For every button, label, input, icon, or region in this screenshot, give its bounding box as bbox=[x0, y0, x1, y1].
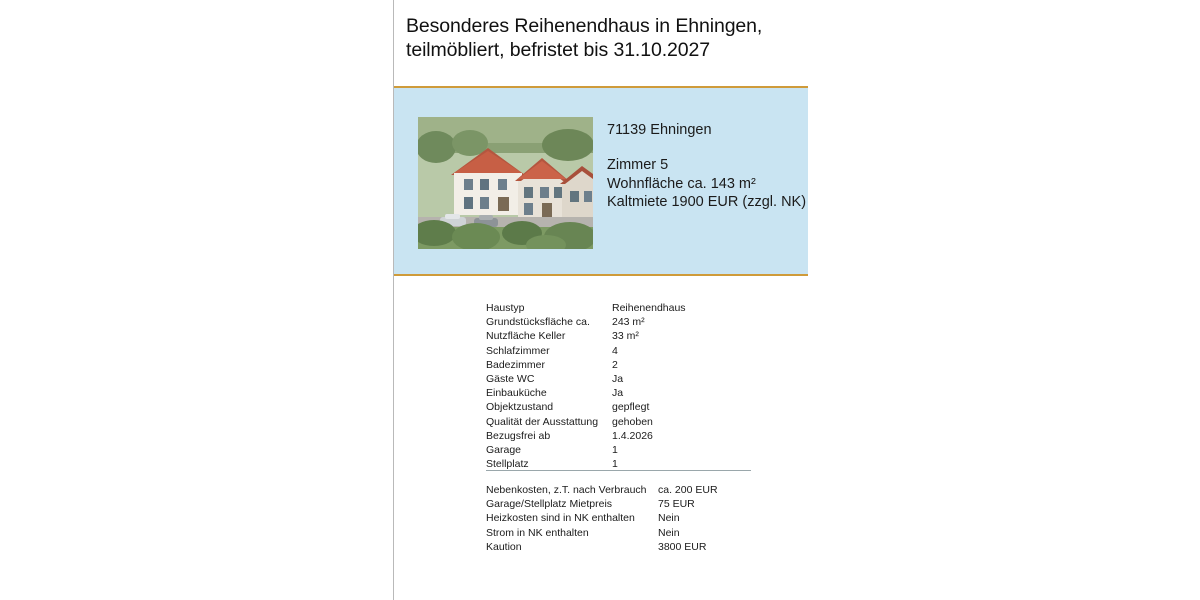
fact-key: Nutzfläche Keller bbox=[486, 330, 566, 343]
cost-key: Kaution bbox=[486, 540, 522, 553]
cost-value: ca. 200 EUR bbox=[658, 484, 718, 496]
cost-key: Garage/Stellplatz Mietpreis bbox=[486, 498, 613, 511]
cost-key: Strom in NK enthalten bbox=[486, 526, 589, 539]
house-photo-illustration bbox=[418, 117, 593, 249]
cost-key: Nebenkosten, z.T. nach Verbrauch bbox=[486, 484, 647, 496]
fact-key: Gäste WC bbox=[486, 373, 535, 386]
property-key-figures bbox=[607, 156, 807, 212]
fact-value: 1.4.2026 bbox=[612, 429, 653, 442]
cost-key: Heizkosten sind in NK enthalten bbox=[486, 512, 635, 525]
table-row bbox=[486, 373, 762, 387]
table-row bbox=[486, 512, 718, 526]
fact-key: Stellplatz bbox=[486, 458, 529, 471]
table-row bbox=[486, 387, 762, 401]
table-row bbox=[486, 330, 762, 344]
cost-facts-table bbox=[486, 484, 776, 555]
fact-key: Badezimmer bbox=[486, 358, 545, 371]
cost-value: 75 EUR bbox=[658, 498, 695, 511]
table-row bbox=[486, 302, 762, 316]
table-row bbox=[486, 527, 718, 541]
house-photo bbox=[418, 117, 593, 249]
fact-key: Haustyp bbox=[486, 302, 525, 314]
rent-line: Kaltmiete 1900 EUR (zzgl. NK) bbox=[607, 194, 807, 210]
table-row bbox=[486, 430, 762, 444]
cost-value: 3800 EUR bbox=[658, 540, 707, 553]
fact-value: 1 bbox=[612, 458, 618, 471]
highlight-band bbox=[394, 86, 808, 276]
document-content bbox=[394, 0, 1200, 600]
fact-key: Bezugsfrei ab bbox=[486, 429, 551, 442]
fact-key: Qualität der Ausstattung bbox=[486, 415, 599, 428]
fact-value: 1 bbox=[612, 444, 618, 457]
fact-value: gehoben bbox=[612, 415, 653, 428]
fact-value: 33 m² bbox=[612, 330, 639, 343]
rooms-line: Zimmer 5 bbox=[607, 157, 669, 173]
table-row bbox=[486, 401, 762, 415]
fact-key: Grundstücksfläche ca. bbox=[486, 316, 590, 329]
fact-value: Reihenendhaus bbox=[612, 302, 686, 314]
property-facts-table bbox=[486, 302, 766, 472]
fact-value: 2 bbox=[612, 358, 618, 371]
fact-key: Schlafzimmer bbox=[486, 344, 550, 357]
page-title-line-2: teilmöbliert, befristet bis 31.10.2027 bbox=[406, 39, 711, 61]
band-text-block bbox=[607, 121, 807, 212]
cost-value: Nein bbox=[658, 512, 680, 525]
table-row bbox=[486, 498, 718, 512]
table-row bbox=[486, 359, 762, 373]
table-row bbox=[486, 484, 718, 498]
table-row bbox=[486, 316, 762, 330]
fact-value: gepflegt bbox=[612, 401, 650, 414]
property-location: 71139 Ehningen bbox=[607, 122, 712, 138]
fact-value: 4 bbox=[612, 344, 618, 357]
fact-key: Garage bbox=[486, 444, 522, 457]
cost-value: Nein bbox=[658, 526, 680, 539]
section-divider bbox=[486, 470, 751, 471]
fact-key: Objektzustand bbox=[486, 401, 554, 414]
page-title-line-1: Besonderes Reihenendhaus in Ehningen, bbox=[406, 15, 763, 37]
fact-key: Einbauküche bbox=[486, 387, 547, 400]
table-row bbox=[486, 345, 762, 359]
living-area-line: Wohnfläche ca. 143 m² bbox=[607, 175, 756, 192]
page-title bbox=[406, 14, 906, 62]
table-row bbox=[486, 416, 762, 430]
fact-value: 243 m² bbox=[612, 316, 645, 329]
table-row bbox=[486, 444, 762, 458]
table-row bbox=[486, 541, 718, 555]
fact-value: Ja bbox=[612, 387, 624, 400]
fact-value: Ja bbox=[612, 373, 624, 386]
